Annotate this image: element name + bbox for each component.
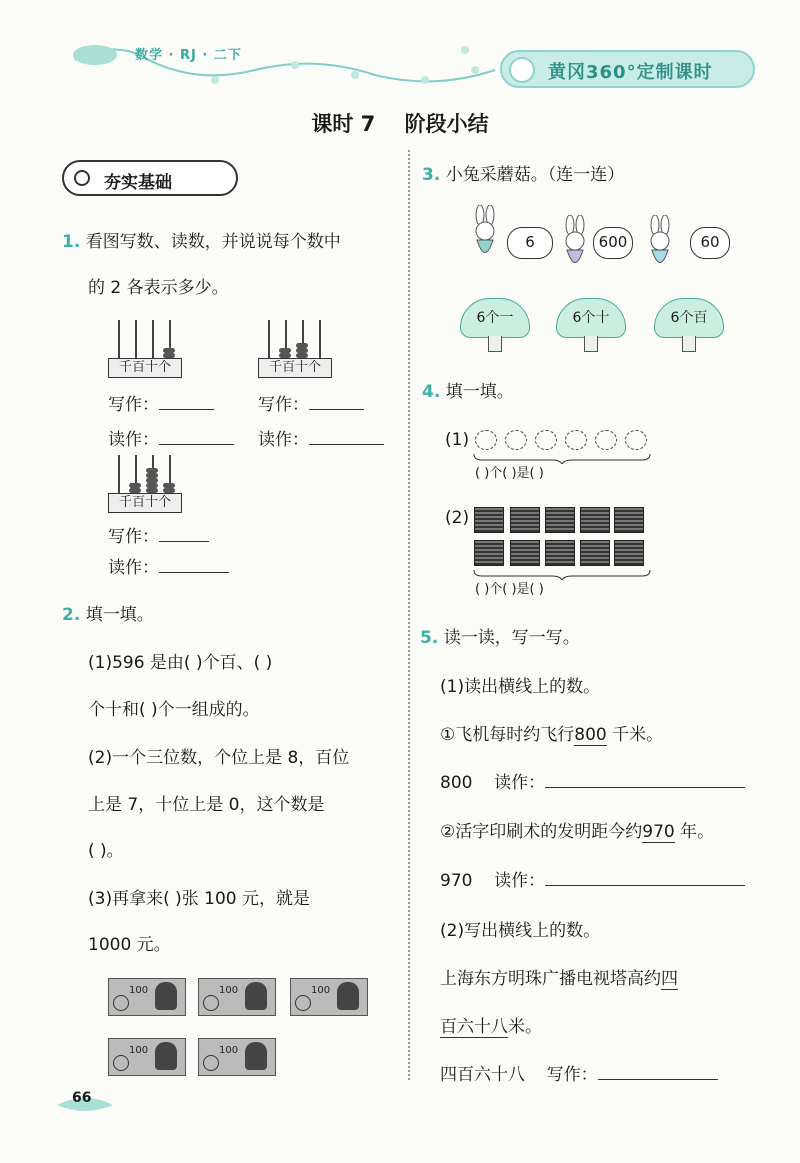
q2-p1a: (1)596 是由( )个百、( )	[88, 653, 273, 673]
abacus-label: 千百十个	[258, 358, 332, 378]
q4-blank-1: ( )个( )是( )	[475, 466, 544, 481]
q4-part2-label: (2)	[445, 508, 470, 528]
title-name: 阶段小结	[404, 112, 489, 136]
hundred-block	[580, 540, 610, 566]
hundred-block	[614, 507, 644, 533]
column-divider	[408, 150, 411, 1080]
q4-number: 4.	[422, 382, 441, 402]
q2-p2c: ( )。	[88, 841, 124, 861]
abacus-3	[108, 455, 182, 515]
q5-a1: ①飞机每时约飞行800 千米。	[440, 725, 664, 745]
banknote-image: 100	[290, 978, 368, 1016]
q5-title: 5. 读一读，写一写。	[420, 628, 580, 648]
q1b-read: 读作：	[258, 425, 384, 450]
banknote-image: 100	[198, 1038, 276, 1076]
q2-p2a: (2)一个三位数，个位上是 8，百位	[88, 748, 350, 768]
q1c-write: 写作：	[108, 522, 209, 547]
q5-number: 5.	[420, 628, 439, 648]
q5-a1-read: 800 读作：	[440, 768, 745, 793]
page-number: 66	[72, 1090, 92, 1106]
circle-icon	[508, 56, 536, 84]
header-badge-text: 黄冈360°定制课时	[548, 62, 713, 83]
abacus-2	[258, 320, 332, 380]
shape-group-icon	[565, 430, 587, 450]
q1b-write: 写作：	[258, 390, 364, 415]
title-lesson: 课时 7	[311, 112, 376, 136]
page-title	[0, 108, 800, 138]
q1a-read: 读作：	[108, 425, 234, 450]
q3-number: 3.	[422, 165, 441, 185]
banknote-image: 100	[108, 978, 186, 1016]
mushroom-option: 6个一	[460, 298, 530, 354]
hundred-block	[545, 540, 575, 566]
q1-line1	[62, 227, 341, 252]
header-subject: 数学 · RJ · 二下	[135, 48, 242, 63]
abacus-label: 千百十个	[108, 493, 182, 513]
q5-b1: 上海东方明珠广播电视塔高约四	[440, 969, 678, 989]
header-vine-decoration	[55, 30, 515, 90]
hundred-block	[510, 507, 540, 533]
shape-group-icon	[475, 430, 497, 450]
mushroom-option: 6个十	[556, 298, 626, 354]
q1-number: 1.	[62, 232, 81, 252]
shape-group-icon	[595, 430, 617, 450]
hundred-block	[474, 507, 504, 533]
q5-a2-read: 970 读作：	[440, 866, 745, 891]
q2-number: 2.	[62, 605, 81, 625]
q5-b-write: 四百六十八 写作：	[440, 1060, 718, 1085]
shape-group-icon	[505, 430, 527, 450]
q2-title: 2. 填一填。	[62, 605, 154, 625]
q1-text1: 看图写数、读数，并说说每个数中	[85, 232, 341, 252]
mushroom-option: 6个百	[654, 298, 724, 354]
q2-p3b: 1000 元。	[88, 935, 171, 955]
q2-p1b: 个十和( )个一组成的。	[88, 700, 260, 720]
rabbit-icon	[640, 215, 680, 275]
q5-s2: (2)写出横线上的数。	[440, 921, 601, 941]
abacus-label: 千百十个	[108, 358, 182, 378]
banknote-image: 100	[108, 1038, 186, 1076]
q3-title: 3. 小兔采蘑菇。（连一连）	[422, 165, 625, 185]
q2-p3a: (3)再拿来( )张 100 元，就是	[88, 889, 311, 909]
cloud-number: 6	[507, 227, 553, 259]
section-label-text: 夯实基础	[104, 173, 172, 193]
hundred-block	[545, 507, 575, 533]
q5-s1: (1)读出横线上的数。	[440, 677, 601, 697]
rabbit-icon	[555, 215, 595, 275]
cloud-number: 600	[593, 227, 633, 259]
header-badge	[500, 50, 755, 88]
shape-group-icon	[535, 430, 557, 450]
ring-icon	[72, 168, 94, 188]
q4-part1-label: (1)	[445, 430, 470, 450]
banknote-image: 100	[198, 978, 276, 1016]
rabbit-icon	[465, 205, 505, 265]
q5-a2: ②活字印刷术的发明距今约970 年。	[440, 822, 715, 842]
hundred-block	[580, 507, 610, 533]
section-label	[62, 160, 238, 196]
shape-group-icon	[625, 430, 647, 450]
q4-blank-2: ( )个( )是( )	[475, 582, 544, 597]
q1c-read: 读作：	[108, 553, 229, 578]
hundred-block	[510, 540, 540, 566]
q1a-write: 写作：	[108, 390, 214, 415]
q1-line2: 的 2 各表示多少。	[88, 278, 229, 298]
q5-b1-cont: 百六十八米。	[440, 1017, 542, 1037]
hundred-block	[474, 540, 504, 566]
abacus-1	[108, 320, 182, 380]
cloud-number: 60	[690, 227, 730, 259]
q4-title: 4. 填一填。	[422, 382, 514, 402]
q2-p2b: 上是 7，十位上是 0，这个数是	[88, 795, 325, 815]
hundred-block	[614, 540, 644, 566]
